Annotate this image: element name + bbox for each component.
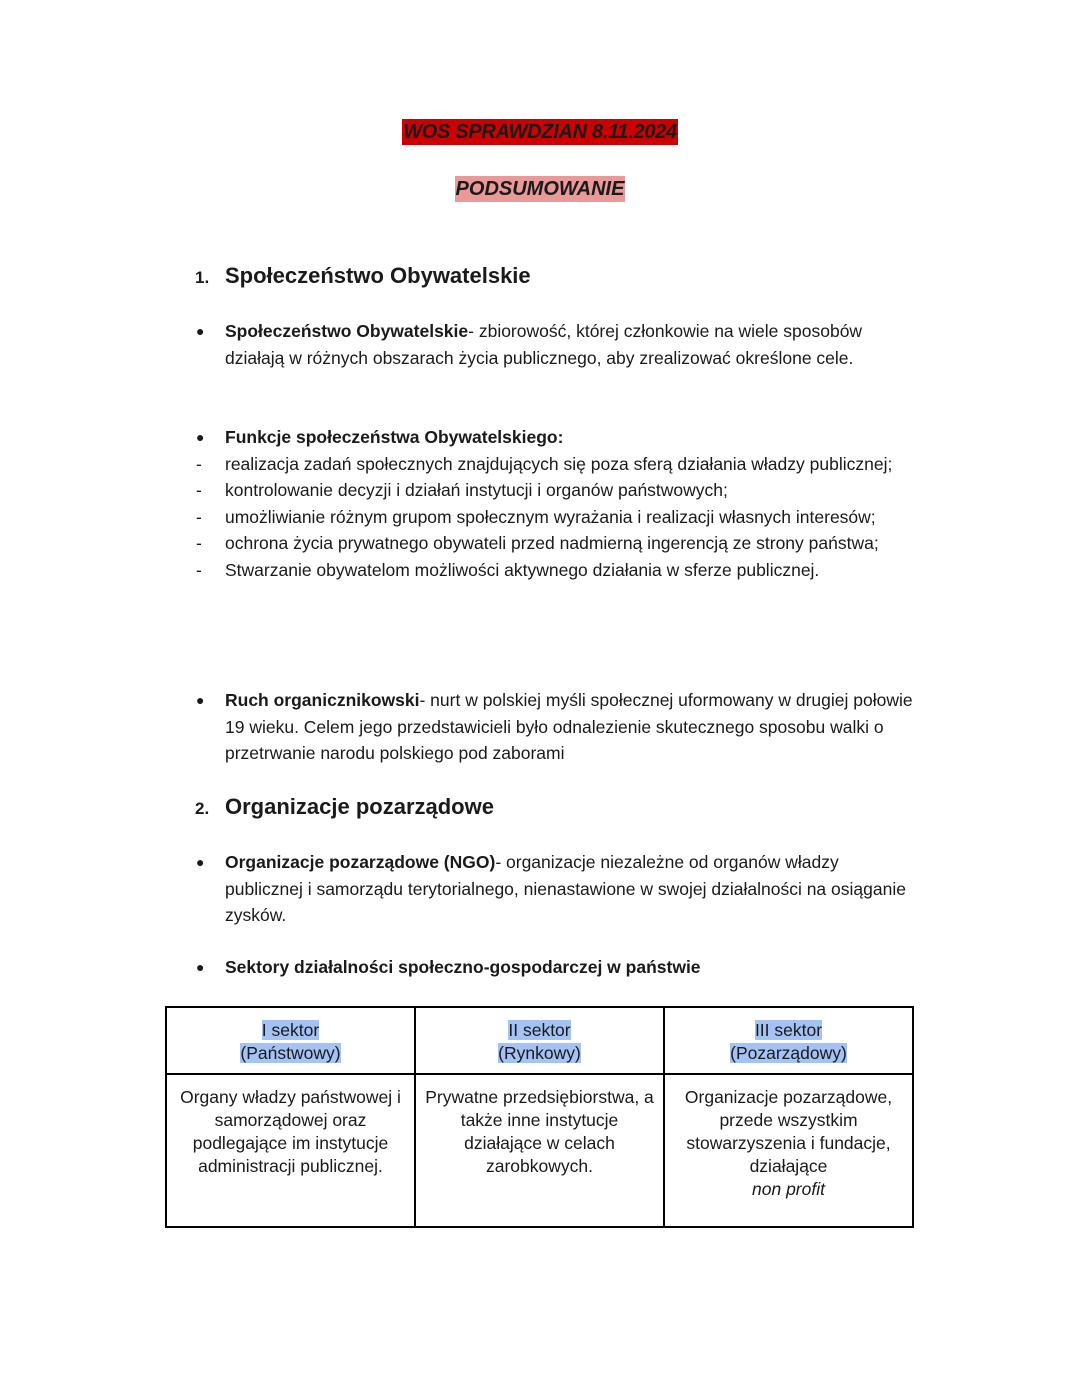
- table-header-row: [166, 1007, 913, 1074]
- function-text: Stwarzanie obywatelom możliwości aktywnego działania w sferze publicznej.: [225, 559, 820, 580]
- definition: - organizacje niezależne od organów władzy publicznej i samorządu terytorialnego, nienastawione w swojej działalności na osiąganie zysków.: [225, 852, 906, 925]
- table-cell: [166, 1074, 415, 1227]
- sectors-heading-block: [195, 954, 915, 981]
- document-subtitle: PODSUMOWANIE: [455, 178, 625, 200]
- section-number: 1.: [195, 268, 210, 287]
- functions-list: [195, 424, 915, 583]
- list-item: [195, 530, 915, 557]
- bullet-item: [195, 849, 915, 929]
- function-text: realizacja zadań społecznych znajdujących się poza sferą działania władzy publicznej;: [225, 453, 893, 474]
- bullet-marker: ●: [196, 323, 205, 339]
- functions-heading: Funkcje społeczeństwa Obywatelskiego:: [225, 427, 564, 447]
- list-item: [195, 504, 915, 531]
- sector-note: non profit: [752, 1179, 825, 1199]
- sector-type: (Pozarządowy): [730, 1043, 847, 1063]
- table-cell: [415, 1074, 664, 1227]
- dash-marker: -: [196, 533, 202, 553]
- definition: - nurt w polskiej myśli społecznej uformowany w drugiej połowie 19 wieku. Celem jego przedstawicieli było odnalezienie skutecznego sposobu walki o przetrwanie narodu polskiego pod zaborami: [225, 690, 913, 763]
- dash-marker: -: [196, 453, 202, 474]
- title-wrap: [0, 119, 1080, 145]
- section-number: 2.: [195, 799, 210, 818]
- definition-ngo: [195, 849, 915, 929]
- dash-marker: -: [196, 506, 202, 527]
- term: Ruch organicznikowski: [225, 690, 420, 710]
- bullet-item: [195, 424, 915, 451]
- bullet-item: [195, 687, 915, 767]
- function-text: ochrona życia prywatnego obywateli przed nadmierną ingerencją ze strony państwa;: [225, 533, 879, 553]
- table-header-cell: [664, 1007, 913, 1074]
- table-cell: [664, 1074, 913, 1227]
- sector-description: Organizacje pozarządowe, przede wszystkim stowarzyszenia i fundacje, działające: [684, 1087, 893, 1176]
- bullet-marker: ●: [196, 692, 205, 708]
- function-text: umożliwianie różnym grupom społecznym wyrażania i realizacji własnych interesów;: [225, 506, 876, 527]
- list-item: [195, 557, 915, 584]
- sector-description: Organy władzy państwowej i samorządowej oraz podlegające im instytucje administracji publicznej.: [180, 1087, 401, 1176]
- document-title: WOS SPRAWDZIAN 8.11.2024: [403, 121, 677, 143]
- list-item: [195, 451, 915, 478]
- sectors-table: [165, 1006, 914, 1228]
- bullet-item: [195, 318, 915, 371]
- definition-civil-society: [195, 318, 915, 371]
- section-title: Organizacje pozarządowe: [225, 794, 494, 819]
- dash-marker: -: [196, 480, 202, 500]
- table-row: [166, 1074, 913, 1227]
- dash-marker: -: [196, 559, 202, 580]
- sector-type: (Rynkowy): [498, 1043, 581, 1063]
- term: Społeczeństwo Obywatelskie: [225, 321, 469, 341]
- function-text: kontrolowanie decyzji i działań instytucji i organów państwowych;: [225, 480, 728, 500]
- list-item: [195, 477, 915, 504]
- sector-name: II sektor: [508, 1020, 571, 1040]
- sector-description: Prywatne przedsiębiorstwa, a także inne instytucje działające w celach zarobkowych.: [425, 1087, 654, 1176]
- sectors-heading: Sektory działalności społeczno-gospodarczej w państwie: [225, 957, 701, 977]
- sector-name: I sektor: [261, 1020, 320, 1040]
- section-1-heading: [195, 262, 531, 292]
- term: Organizacje pozarządowe (NGO): [225, 852, 496, 872]
- bullet-marker: ●: [196, 429, 205, 445]
- bullet-item: [195, 954, 915, 981]
- definition-organic-work: [195, 687, 915, 767]
- table-header-cell: [415, 1007, 664, 1074]
- section-title: Społeczeństwo Obywatelskie: [225, 263, 531, 288]
- sector-type: (Państwowy): [240, 1043, 341, 1063]
- bullet-marker: ●: [196, 854, 205, 870]
- table-header-cell: [166, 1007, 415, 1074]
- section-2-heading: [195, 793, 494, 823]
- definition: - zbiorowość, której członkowie na wiele sposobów działają w różnych obszarach życia publicznego, aby zrealizować określone cele.: [225, 321, 863, 368]
- bullet-marker: ●: [196, 959, 205, 975]
- subtitle-wrap: [0, 176, 1080, 202]
- sector-name: III sektor: [754, 1020, 823, 1040]
